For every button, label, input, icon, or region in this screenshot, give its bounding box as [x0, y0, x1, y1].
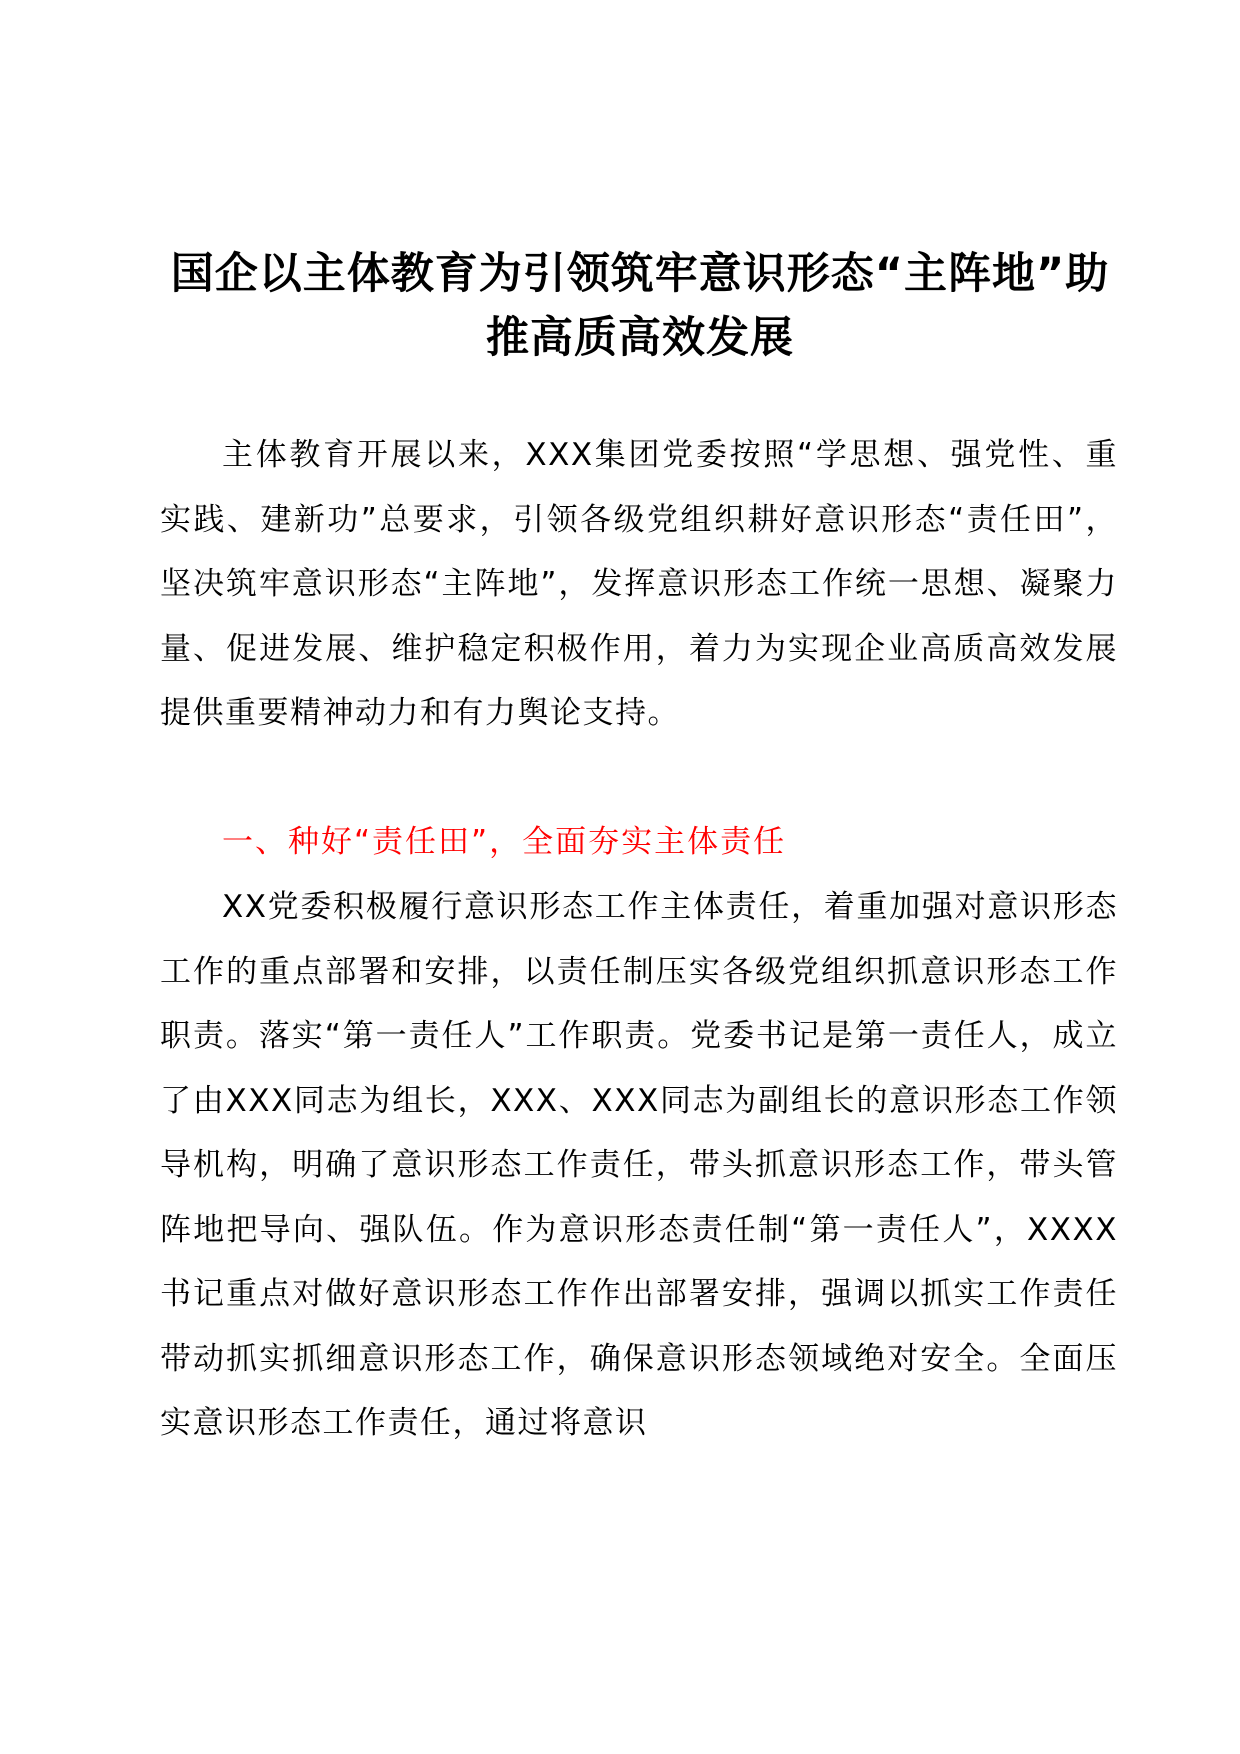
document-title: 国企以主体教育为引领筑牢意识形态“主阵地”助推高质高效发展: [170, 249, 1110, 363]
intro-paragraph: 主体教育开展以来，XXX集团党委按照“学思想、强党性、重实践、建新功”总要求，引领各级党组织耕好意识形态“责任田”，坚决筑牢意识形态“主阵地”，发挥意识形态工作统一思想、凝聚力量、促进发展、维护稳定积极作用，着力为实现企业高质高效发展提供重要精神动力和有力舆论支持。: [160, 437, 1118, 731]
section-paragraph-1: XX党委积极履行意识形态工作主体责任，着重加强对意识形态工作的重点部署和安排，以责任制压实各级党组织抓意识形态工作职责。落实“第一责任人”工作职责。党委书记是第一责任人，成立了由XXX同志为组长，XXX、XXX同志为副组长的意识形态工作领导机构，明确了意识形态工作责任，带头抓意识形态工作，带头管阵地把导向、强队伍。作为意识形态责任制“第一责任人”，XXXX书记重点对做好意识形态工作作出部署安排，强调以抓实工作责任带动抓实抓细意识形态工作，确保意识形态领域绝对安全。全面压实意识形态工作责任，通过将意识: [160, 889, 1118, 1441]
section-heading-1: 一、种好“责任田”，全面夯实主体责任: [222, 824, 787, 860]
